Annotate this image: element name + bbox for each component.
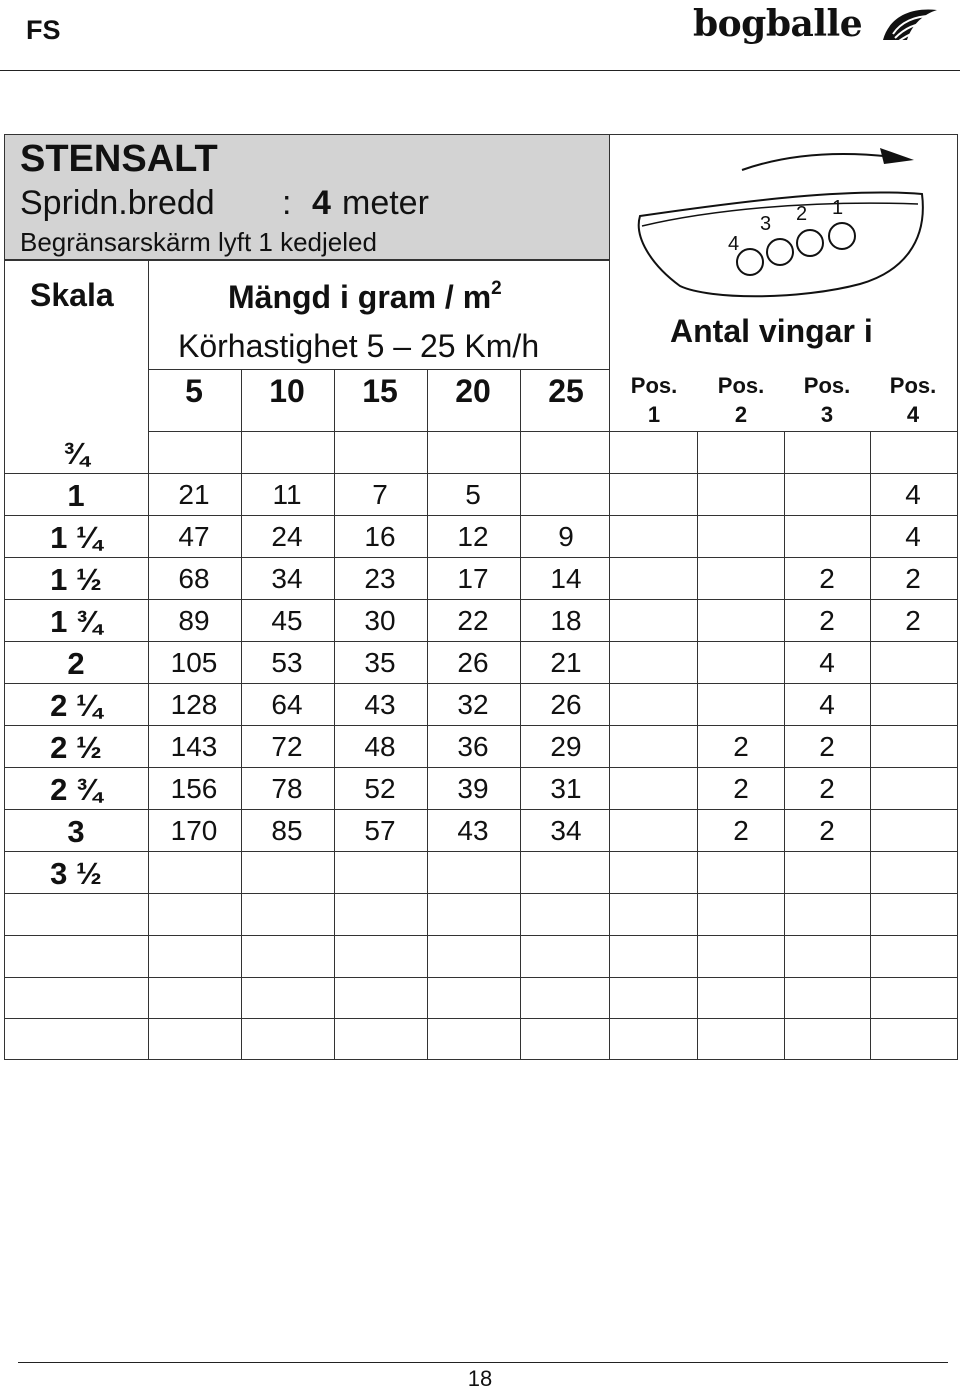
- amount-cell: 156: [170, 773, 218, 804]
- position-label: Pos.: [803, 373, 851, 398]
- amount-cell: 17: [457, 563, 489, 594]
- vane-count-cell: 2: [819, 731, 835, 762]
- position-label: Pos.: [889, 373, 937, 398]
- position-number: 4: [906, 401, 920, 427]
- speed-col-header: 20: [455, 373, 491, 409]
- section-label: FS: [26, 15, 61, 45]
- position-number: 3: [820, 401, 834, 427]
- amount-cell: 39: [457, 773, 489, 804]
- arrow-head-icon: [880, 148, 914, 164]
- hole-label: 1: [832, 197, 844, 219]
- position-number: 2: [734, 401, 748, 427]
- amount-cell: 11: [272, 479, 302, 510]
- speed-col-header: 5: [185, 373, 203, 409]
- scale-cell: 2: [67, 646, 85, 681]
- vane-count-cell: 2: [905, 563, 921, 594]
- bogballe-logo: [693, 2, 943, 46]
- amount-cell: 9: [558, 521, 574, 552]
- amount-cell: 26: [550, 689, 582, 720]
- amount-cell: 14: [550, 563, 582, 594]
- vanes-header: Antal vingar i: [670, 313, 873, 349]
- amount-cell: 30: [364, 605, 396, 636]
- amount-cell: 35: [364, 647, 396, 678]
- hole-label: 2: [796, 203, 808, 225]
- page-number: 18: [467, 1366, 493, 1391]
- amount-cell: 26: [457, 647, 489, 678]
- amount-cell: 85: [271, 815, 303, 846]
- speed-col-header: 25: [548, 373, 584, 409]
- amount-header: [228, 279, 502, 313]
- amount-cell: 143: [170, 731, 218, 762]
- footer-rule: [18, 1362, 948, 1363]
- amount-cell: 34: [550, 815, 582, 846]
- amount-cell: 12: [457, 521, 489, 552]
- amount-cell: 64: [271, 689, 303, 720]
- position-col-header: [611, 372, 697, 429]
- vane-count-cell: 2: [819, 563, 835, 594]
- amount-cell: 128: [170, 689, 218, 720]
- scale-cell: ¾: [63, 436, 89, 471]
- scale-cell: 1: [67, 478, 85, 513]
- spread-width: [20, 184, 429, 222]
- amount-cell: 36: [457, 731, 489, 762]
- amount-cell: 78: [271, 773, 303, 804]
- scale-cell: 1 ½: [50, 562, 102, 597]
- header-rule: [0, 70, 960, 71]
- amount-cell: 105: [170, 647, 218, 678]
- scale-cell: 1 ¼: [50, 520, 102, 555]
- amount-cell: 43: [457, 815, 489, 846]
- amount-cell: 170: [170, 815, 218, 846]
- amount-cell: 34: [271, 563, 303, 594]
- logo-wing-icon: [883, 10, 937, 41]
- hole-label: 3: [760, 213, 772, 235]
- vane-count-cell: 4: [819, 647, 835, 678]
- amount-cell: 23: [364, 563, 396, 594]
- scale-cell: 2 ¾: [50, 772, 102, 807]
- spread-width-unit: meter: [342, 184, 429, 222]
- position-label: Pos.: [717, 373, 765, 398]
- product-title: STENSALT: [20, 138, 218, 180]
- amount-cell: 5: [465, 479, 481, 510]
- hole-label: 4: [728, 233, 740, 255]
- amount-cell: 45: [271, 605, 303, 636]
- amount-cell: 22: [457, 605, 489, 636]
- amount-cell: 29: [550, 731, 582, 762]
- amount-cell: 47: [178, 521, 210, 552]
- scale-cell: 2 ¼: [50, 688, 102, 723]
- scale-cell: 1 ¾: [50, 604, 102, 639]
- amount-header-superscript: 2: [491, 278, 502, 299]
- amount-cell: 53: [271, 647, 303, 678]
- amount-cell: 7: [372, 479, 388, 510]
- scale-header: Skala: [30, 277, 114, 313]
- vane-count-cell: 4: [819, 689, 835, 720]
- position-number: 1: [647, 401, 661, 427]
- vane-count-cell: 2: [905, 605, 921, 636]
- vane-count-cell: 2: [733, 731, 749, 762]
- spread-width-label: Spridn.bredd: [20, 184, 215, 222]
- speed-col-header: 15: [362, 373, 398, 409]
- vane-count-cell: 2: [819, 773, 835, 804]
- amount-cell: 31: [550, 773, 582, 804]
- amount-cell: 21: [550, 647, 582, 678]
- spreading-disc-diagram: [630, 138, 950, 308]
- position-label: Pos.: [630, 373, 678, 398]
- amount-cell: 43: [364, 689, 396, 720]
- amount-cell: 18: [550, 605, 582, 636]
- vane-count-cell: 4: [905, 479, 921, 510]
- amount-cell: 48: [364, 731, 396, 762]
- scale-cell: 3 ½: [50, 856, 102, 891]
- amount-header-text: Mängd i gram / m: [228, 279, 492, 315]
- amount-cell: 89: [178, 605, 210, 636]
- amount-cell: 52: [364, 773, 396, 804]
- amount-cell: 68: [178, 563, 210, 594]
- vane-count-cell: 2: [733, 815, 749, 846]
- spread-width-colon: :: [282, 184, 292, 222]
- speed-header: Körhastighet 5 – 25 Km/h: [178, 328, 540, 364]
- brand-wordmark: bogballe: [693, 3, 863, 45]
- amount-cell: 16: [364, 521, 396, 552]
- position-col-header: [784, 372, 870, 429]
- vane-count-cell: 4: [905, 521, 921, 552]
- amount-cell: 57: [364, 815, 396, 846]
- vane-count-cell: 2: [819, 605, 835, 636]
- position-col-header: [870, 372, 956, 429]
- vane-count-cell: 2: [733, 773, 749, 804]
- amount-cell: 72: [271, 731, 303, 762]
- position-col-header: [698, 372, 784, 429]
- amount-cell: 24: [271, 521, 303, 552]
- amount-cell: 32: [457, 689, 489, 720]
- amount-cell: 21: [178, 479, 210, 510]
- spread-width-value: 4: [312, 184, 331, 222]
- vane-count-cell: 2: [819, 815, 835, 846]
- limiter-setting: Begränsarskärm lyft 1 kedjeled: [20, 227, 377, 257]
- speed-col-header: 10: [269, 373, 305, 409]
- scale-cell: 3: [67, 814, 85, 849]
- scale-cell: 2 ½: [50, 730, 102, 765]
- rotation-arrow-icon: [742, 154, 902, 170]
